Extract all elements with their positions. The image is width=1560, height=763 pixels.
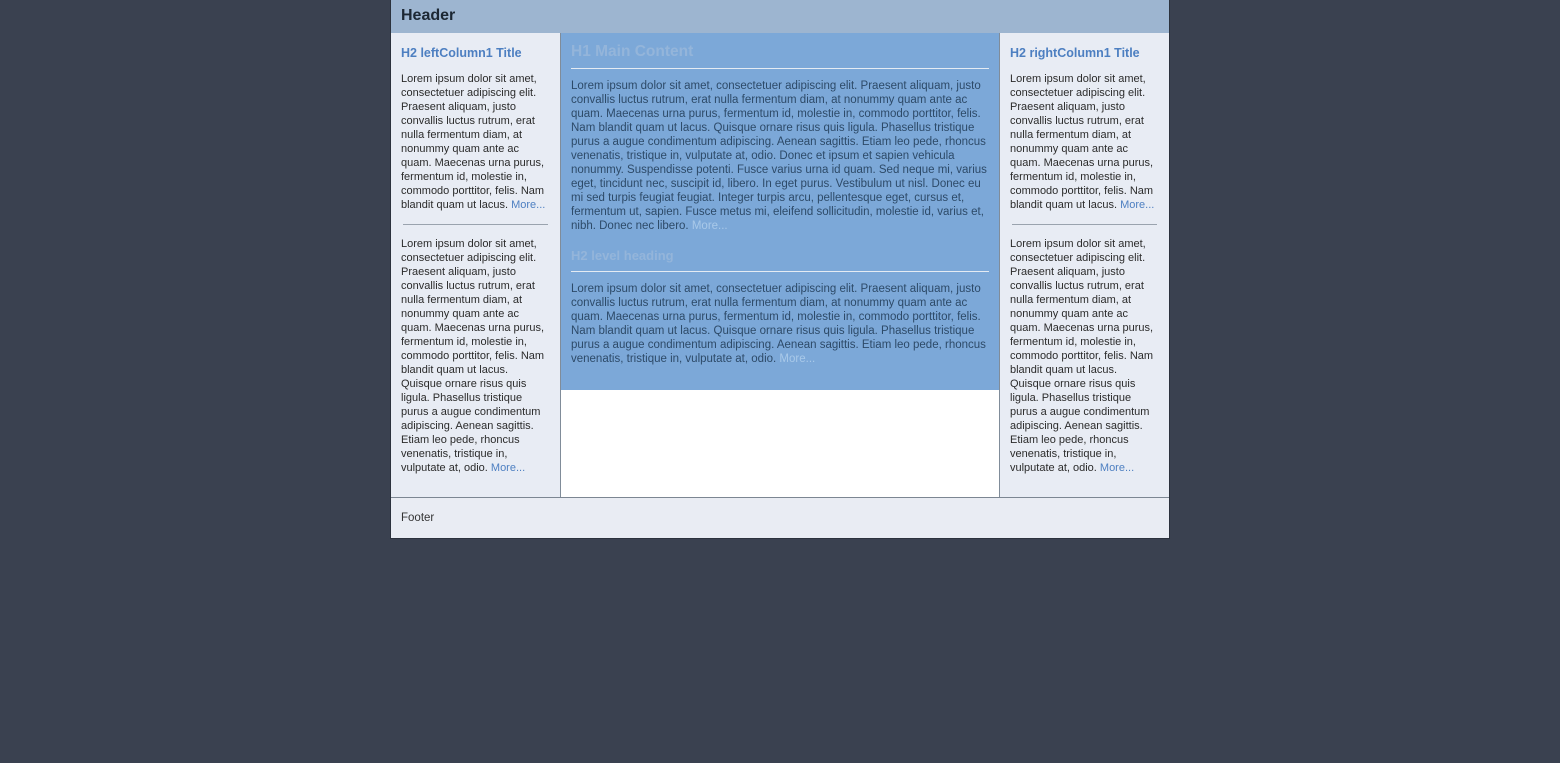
right-more-link-2[interactable]: More... bbox=[1099, 462, 1135, 474]
right-column-paragraph-2 bbox=[1010, 237, 1159, 475]
left-paragraph-2-text: Lorem ipsum dolor sit amet, consectetuer adipiscing elit. Praesent aliquam, justo convallis luctus rutrum, erat nulla fermentum diam, at nonummy quam ante ac quam. Maecenas urna purus, fermentum id, molestie in, commodo porttitor, felis. Nam blandit quam ut lacus. Quisque ornare risus quis ligula. Phasellus tristique purus a augue condimentum adipiscing. Aenean sagittis. Etiam leo pede, rhoncus venenatis, tristique in, vulputate at, odio. bbox=[401, 238, 545, 474]
left-column bbox=[391, 33, 561, 497]
content-columns bbox=[391, 33, 1169, 497]
site-header bbox=[391, 0, 1169, 33]
main-paragraph-1 bbox=[571, 79, 989, 233]
main-more-link-2[interactable]: More... bbox=[779, 353, 816, 365]
left-column-paragraph-1 bbox=[401, 72, 550, 212]
left-more-link-2[interactable]: More... bbox=[490, 462, 526, 474]
left-more-link-1[interactable]: More... bbox=[511, 199, 546, 211]
right-paragraph-1-text: Lorem ipsum dolor sit amet, consectetuer adipiscing elit. Praesent aliquam, justo convallis luctus rutrum, erat nulla fermentum diam, at nonummy quam ante ac quam. Maecenas urna purus, fermentum id, molestie in, commodo porttitor, felis. Nam blandit quam ut lacus. bbox=[1010, 73, 1154, 211]
left-paragraph-1-text: Lorem ipsum dolor sit amet, consectetuer adipiscing elit. Praesent aliquam, justo convallis luctus rutrum, erat nulla fermentum diam, at nonummy quam ante ac quam. Maecenas urna purus, fermentum id, molestie in, commodo porttitor, felis. Nam blandit quam ut lacus. bbox=[401, 73, 545, 211]
main-paragraph-2 bbox=[571, 282, 989, 366]
right-column-title: H2 rightColumn1 Title bbox=[1010, 46, 1140, 60]
main-content-block bbox=[561, 33, 999, 390]
main-paragraph-2-text: Lorem ipsum dolor sit amet, consectetuer adipiscing elit. Praesent aliquam, justo convallis luctus rutrum, erat nulla fermentum diam, at nonummy quam ante ac quam. Maecenas urna purus, fermentum id, molestie in, commodo porttitor, felis. Nam blandit quam ut lacus. Quisque ornare risus quis ligula. Phasellus tristique purus a augue condimentum adipiscing. Aenean sagittis. Etiam leo pede, rhoncus venenatis, tristique in, vulputate at, odio. bbox=[571, 283, 986, 365]
footer-text: Footer bbox=[401, 512, 435, 524]
right-paragraph-2-text: Lorem ipsum dolor sit amet, consectetuer adipiscing elit. Praesent aliquam, justo convallis luctus rutrum, erat nulla fermentum diam, at nonummy quam ante ac quam. Maecenas urna purus, fermentum id, molestie in, commodo porttitor, felis. Nam blandit quam ut lacus. Quisque ornare risus quis ligula. Phasellus tristique purus a augue condimentum adipiscing. Aenean sagittis. Etiam leo pede, rhoncus venenatis, tristique in, vulputate at, odio. bbox=[1010, 238, 1154, 474]
page-container bbox=[390, 0, 1170, 539]
right-column-paragraph-1 bbox=[1010, 72, 1159, 212]
main-paragraph-1-text: Lorem ipsum dolor sit amet, consectetuer adipiscing elit. Praesent aliquam, justo convallis luctus rutrum, erat nulla fermentum diam, at nonummy quam ante ac quam. Maecenas urna purus, fermentum id, molestie in, commodo porttitor, felis. Nam blandit quam ut lacus. Quisque ornare risus quis ligula. Phasellus tristique purus a augue condimentum adipiscing. Aenean sagittis. Etiam leo pede, rhoncus venenatis, tristique in, vulputate at, odio. Donec et ipsum et sapien vehicula nonummy. Suspendisse potenti. Fusce varius urna id quam. Sed neque mi, varius eget, tincidunt nec, suscipit id, libero. In eget purus. Vestibulum ut nisl. Donec eu mi sed turpis feugiat feugiat. Integer turpis arcu, pellentesque eget, cursus et, fermentum ut, sapien. Fusce metus mi, eleifend sollicitudin, molestie id, varius et, nibh. Donec nec libero. bbox=[571, 80, 987, 232]
left-column-divider bbox=[403, 224, 548, 225]
right-more-link-1[interactable]: More... bbox=[1120, 199, 1155, 211]
right-column bbox=[999, 33, 1169, 497]
main-column bbox=[561, 33, 999, 497]
left-column-title: H2 leftColumn1 Title bbox=[401, 46, 522, 60]
site-footer bbox=[391, 497, 1169, 538]
right-column-divider bbox=[1012, 224, 1157, 225]
main-h2-title: H2 level heading bbox=[571, 243, 989, 272]
main-h1-title: H1 Main Content bbox=[571, 41, 989, 69]
main-more-link-1[interactable]: More... bbox=[691, 220, 728, 232]
header-title: Header bbox=[401, 7, 456, 24]
left-column-paragraph-2 bbox=[401, 237, 550, 475]
